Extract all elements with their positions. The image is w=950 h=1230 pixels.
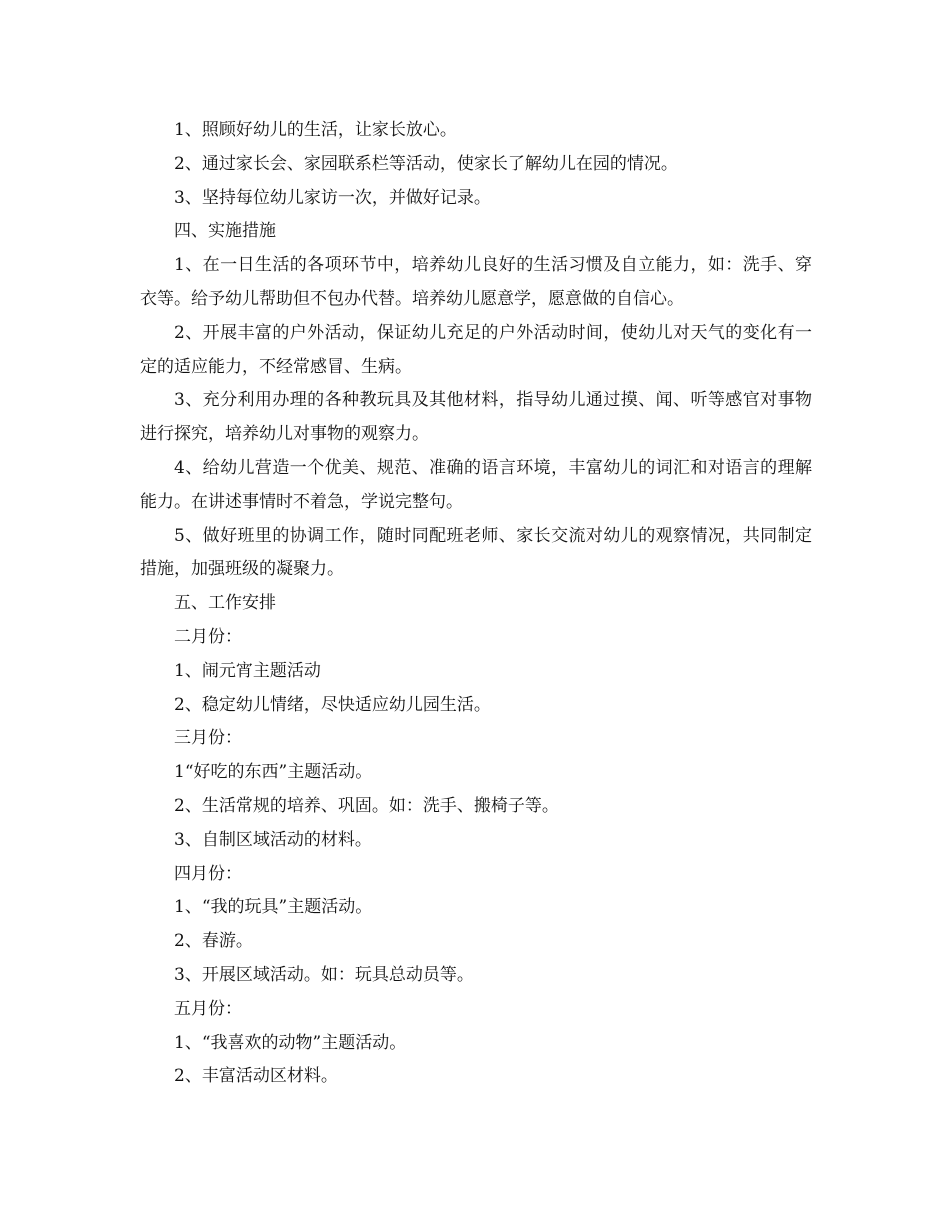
paragraph-measure-4: 4、给幼儿营造一个优美、规范、准确的语言环境，丰富幼儿的词汇和对语言的理解能力。在讲述事情时不着急，学说完整句。: [140, 457, 812, 512]
month-heading-february: 二月份：: [174, 626, 242, 647]
paragraph-measure-2: 2、开展丰富的户外活动，保证幼儿充足的户外活动时间，使幼儿对天气的变化有一定的适应能力，不经常感冒、生病。: [140, 322, 812, 377]
list-item-march-3: 3、自制区域活动的材料。: [174, 829, 372, 850]
list-item-april-2: 2、春游。: [174, 931, 253, 952]
list-item-february-1: 1、闹元宵主题活动: [174, 660, 321, 681]
month-heading-april: 四月份：: [174, 863, 242, 884]
paragraph-parent-item-1: 1、照顾好幼儿的生活，让家长放心。: [174, 120, 457, 140]
list-item-may-2: 2、丰富活动区材料。: [174, 1066, 338, 1087]
list-item-may-1: 1、“我喜欢的动物”主题活动。: [174, 1032, 407, 1053]
month-heading-march: 三月份：: [174, 728, 242, 749]
list-item-march-2: 2、生活常规的培养、巩固。如：洗手、搬椅子等。: [174, 795, 559, 816]
paragraph-measure-5: 5、做好班里的协调工作，随时同配班老师、家长交流对幼儿的观察情况，共同制定措施，加强班级的凝聚力。: [140, 525, 812, 580]
paragraph-measure-1: 1、在一日生活的各项环节中，培养幼儿良好的生活习惯及自立能力，如：洗手、穿衣等。给予幼儿帮助但不包办代替。培养幼儿愿意学，愿意做的自信心。: [140, 255, 812, 309]
paragraph-parent-item-2: 2、通过家长会、家园联系栏等活动，使家长了解幼儿在园的情况。: [174, 153, 678, 174]
list-item-april-3: 3、开展区域活动。如：玩具总动员等。: [174, 964, 474, 985]
section-heading-schedule: 五、工作安排: [174, 593, 276, 614]
section-heading-measures: 四、实施措施: [174, 221, 276, 242]
list-item-march-1: 1“好吃的东西”主题活动。: [174, 762, 373, 783]
list-item-february-2: 2、稳定幼儿情绪，尽快适应幼儿园生活。: [174, 694, 491, 715]
paragraph-measure-3: 3、充分利用办理的各种教玩具及其他材料，指导幼儿通过摸、闻、听等感官对事物进行探究，培养幼儿对事物的观察力。: [140, 390, 812, 445]
list-item-april-1: 1、“我的玩具”主题活动。: [174, 897, 373, 918]
month-heading-may: 五月份：: [174, 998, 242, 1019]
document-page: [140, 114, 812, 1094]
paragraph-parent-item-3: 3、坚持每位幼儿家访一次，并做好记录。: [174, 187, 491, 208]
